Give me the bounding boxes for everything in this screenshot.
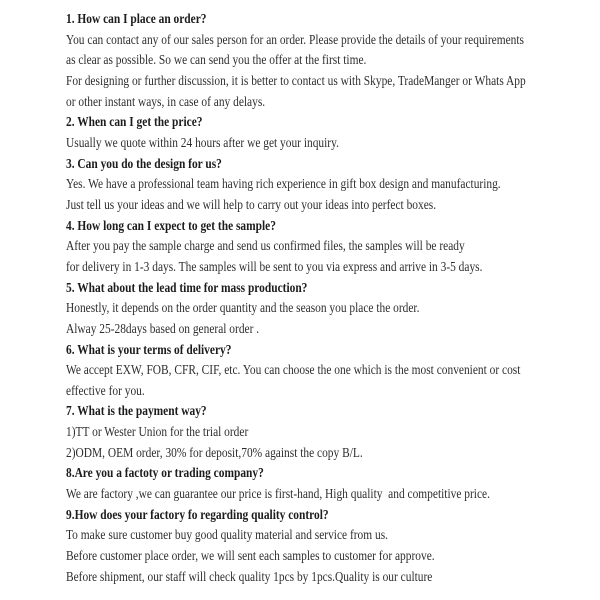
faq-item <box>66 505 600 588</box>
faq-answer-line: effective for you. <box>66 382 145 398</box>
faq-question: 6. What is your terms of delivery? <box>66 341 232 357</box>
faq-answer-line: 2)ODM, OEM order, 30% for deposit,70% against the copy B/L. <box>66 444 363 460</box>
faq-answer-line: Yes. We have a professional team having rich experience in gift box design and manufacturing. <box>66 176 501 192</box>
faq-question: 3. Can you do the design for us? <box>66 155 222 171</box>
faq-item <box>66 401 600 463</box>
faq-answer-line: Honestly, it depends on the order quantity and the season you place the order. <box>66 300 420 316</box>
faq-answer-line: or other instant ways, in case of any delays. <box>66 93 266 109</box>
faq-answer-line: Before shipment, our staff will check quality 1pcs by 1pcs.Quality is our culture <box>66 568 433 584</box>
faq-answer-line: Usually we quote within 24 hours after we get your inquiry. <box>66 134 339 150</box>
faq-answer-line: as clear as possible. So we can send you the offer at the first time. <box>66 52 367 68</box>
faq-item <box>66 154 600 216</box>
faq-item <box>66 278 600 340</box>
faq-answer-line: Alway 25-28days based on general order . <box>66 320 260 336</box>
faq-list <box>66 9 600 587</box>
faq-answer-line: We accept EXW, FOB, CFR, CIF, etc. You can choose the one which is the most convenient or cost <box>66 362 521 378</box>
faq-question: 4. How long can I expect to get the sample? <box>66 217 276 233</box>
faq-answer-line: Just tell us your ideas and we will help to carry out your ideas into perfect boxes. <box>66 196 437 212</box>
faq-answer-line: To make sure customer buy good quality material and service from us. <box>66 527 389 543</box>
faq-question: 5. What about the lead time for mass production? <box>66 279 308 295</box>
faq-answer-line: We are factory ,we can guarantee our price is first-hand, High quality and competitive price. <box>66 486 490 502</box>
faq-item <box>66 9 600 112</box>
faq-question: 8.Are you a factoty or trading company? <box>66 465 264 481</box>
faq-item <box>66 340 600 402</box>
faq-answer-line: You can contact any of our sales person for an order. Please provide the details of your requirements <box>66 31 524 47</box>
faq-item <box>66 216 600 278</box>
faq-question: 7. What is the payment way? <box>66 403 207 419</box>
faq-question: 2. When can I get the price? <box>66 114 203 130</box>
faq-question: 9.How does your factory fo regarding quality control? <box>66 506 329 522</box>
faq-answer-line: for delivery in 1-3 days. The samples will be sent to you via express and arrive in 3-5 days. <box>66 258 483 274</box>
faq-question: 1. How can I place an order? <box>66 11 207 26</box>
faq-answer-line: After you pay the sample charge and send us confirmed files, the samples will be ready <box>66 238 465 254</box>
faq-answer-line: Before customer place order, we will sent each samples to customer for approve. <box>66 548 435 564</box>
faq-answer-line: 1)TT or Wester Union for the trial order <box>66 424 249 440</box>
faq-item <box>66 463 600 504</box>
faq-answer-line: For designing or further discussion, it is better to contact us with Skype, TradeManger or Whats App <box>66 72 526 88</box>
faq-item <box>66 112 600 153</box>
